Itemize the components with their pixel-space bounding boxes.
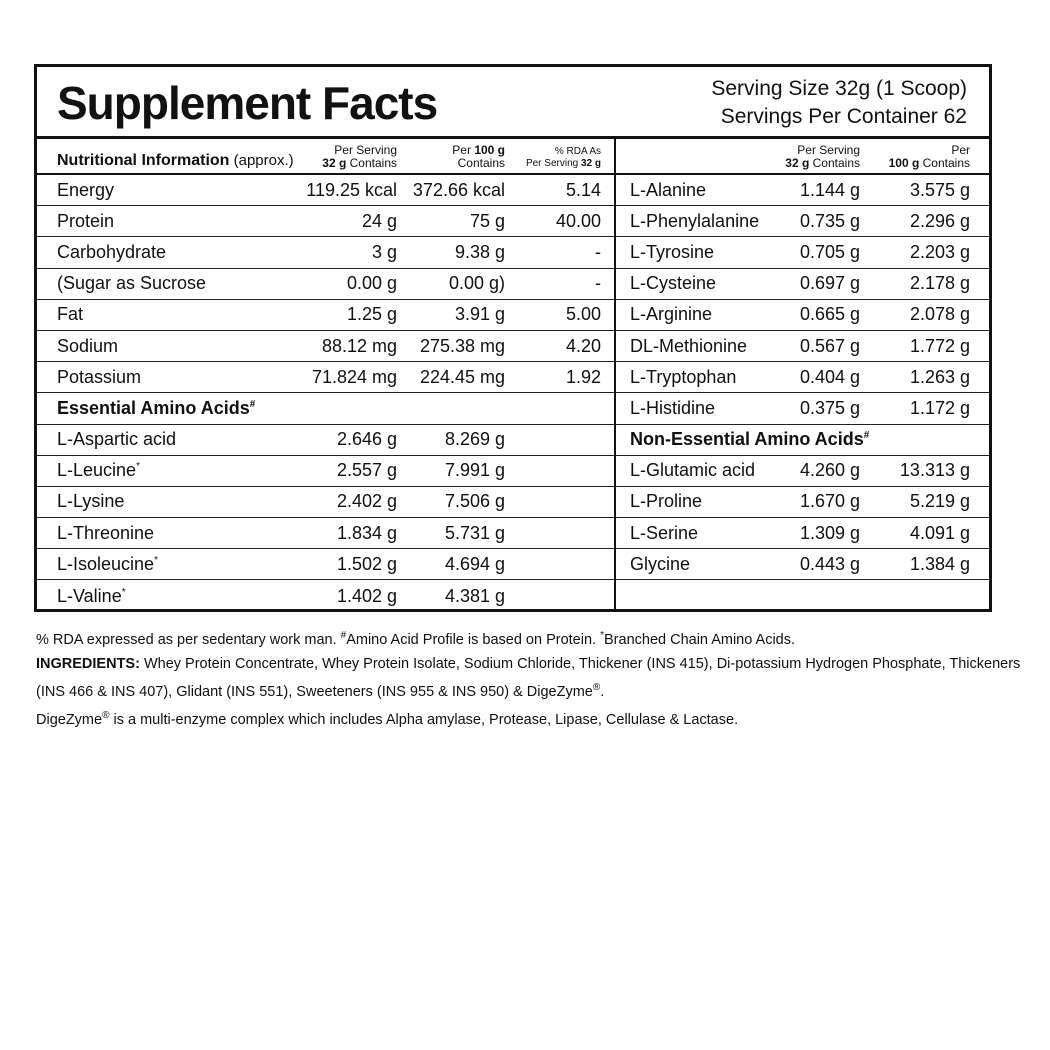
per-100g-value: 1.172 g	[909, 397, 970, 418]
per-100g-value: 3.91 g	[454, 304, 505, 325]
nutrient-name: (Sugar as Sucrose	[57, 273, 207, 294]
per-serving-value: 2.402 g	[336, 491, 397, 512]
per-100g-value: 4.694 g	[444, 553, 505, 574]
rda-value: 40.00	[555, 210, 601, 231]
per-serving-value: 1.144 g	[799, 179, 860, 200]
per-100g-value: 372.66 kcal	[412, 179, 505, 200]
rda-footnote: % RDA expressed as per sedentary work man. #Amino Acid Profile is based on Protein. *Branched Chain Amino Acids.	[36, 630, 796, 648]
nutrient-name: L-Arginine	[630, 304, 713, 325]
per-100g-value: 4.091 g	[909, 522, 970, 543]
table-row	[37, 331, 614, 362]
table-header-left	[37, 139, 614, 175]
table-row	[37, 175, 614, 206]
table-row	[37, 237, 614, 268]
per-100g-value: 7.506 g	[444, 491, 505, 512]
column-header-per-serving: Per Serving 32 g Contains	[785, 143, 860, 170]
table-row	[616, 175, 989, 206]
per-serving-value: 3 g	[371, 241, 397, 262]
nutrient-name: Fat	[57, 304, 84, 325]
table-row	[616, 362, 989, 393]
table-header-right	[616, 139, 989, 175]
per-serving-value: 0.00 g	[346, 273, 397, 294]
per-serving-value: 0.404 g	[799, 366, 860, 387]
per-100g-value: 1.263 g	[909, 366, 970, 387]
table-row	[37, 549, 614, 580]
per-100g-value: 1.384 g	[909, 553, 970, 574]
nutrient-name: L-Histidine	[630, 397, 716, 418]
per-serving-value: 1.834 g	[336, 522, 397, 543]
rda-value: 1.92	[565, 366, 601, 387]
per-100g-value: 5.731 g	[444, 522, 505, 543]
serving-info	[711, 75, 967, 131]
table-row	[616, 580, 989, 611]
per-serving-value: 24 g	[361, 210, 397, 231]
per-serving-value: 0.567 g	[799, 335, 860, 356]
per-serving-value: 0.705 g	[799, 241, 860, 262]
section-title: Essential Amino Acids#	[57, 397, 256, 418]
per-100g-value: 0.00 g)	[448, 273, 505, 294]
supplement-facts-panel	[34, 64, 992, 612]
per-serving-value: 0.375 g	[799, 397, 860, 418]
per-100g-value: 9.38 g	[454, 241, 505, 262]
footnotes	[36, 624, 1021, 731]
nutrient-name: Potassium	[57, 366, 142, 387]
servings-per-container: Servings Per Container 62	[720, 105, 967, 128]
nutrient-name: Protein	[57, 210, 115, 231]
table-row	[616, 269, 989, 300]
section-header-row	[616, 425, 989, 456]
per-100g-value: 1.772 g	[909, 335, 970, 356]
per-serving-value: 119.25 kcal	[306, 179, 397, 200]
table-row	[616, 331, 989, 362]
per-serving-value: 4.260 g	[799, 460, 860, 481]
digezyme-note: DigeZyme® is a multi-enzyme complex which includes Alpha amylase, Protease, Lipase, Cellulase & Lactase.	[36, 709, 739, 728]
table-row	[616, 518, 989, 549]
per-100g-value: 2.203 g	[909, 241, 970, 262]
per-100g-value: 2.178 g	[909, 273, 970, 294]
nutrient-name: L-Phenylalanine	[630, 210, 760, 231]
per-100g-value: 275.38 mg	[419, 335, 505, 356]
nutrient-name: L-Glutamic acid	[630, 460, 756, 481]
nutrient-name: L-Cysteine	[630, 273, 717, 294]
table-row	[616, 456, 989, 487]
column-header-rda: % RDA As Per Serving 32 g	[525, 146, 601, 169]
table-row	[37, 425, 614, 456]
rda-value: -	[595, 273, 601, 294]
nutrient-name: L-Leucine*	[57, 460, 140, 481]
section-title: Non-Essential Amino Acids#	[630, 429, 870, 450]
per-serving-value: 0.665 g	[799, 304, 860, 325]
per-100g-value: 3.575 g	[909, 179, 970, 200]
page-title: Supplement Facts	[57, 77, 438, 129]
per-100g-value: 8.269 g	[444, 429, 505, 450]
ingredients-label: INGREDIENTS:	[36, 655, 140, 672]
section-header-row	[37, 393, 614, 424]
per-serving-value: 1.670 g	[799, 491, 860, 512]
serving-size: Serving Size 32g (1 Scoop)	[711, 77, 967, 100]
table-row	[37, 300, 614, 331]
per-100g-value: 13.313 g	[899, 460, 970, 481]
nutrition-table-left	[37, 139, 614, 613]
per-serving-value: 88.12 mg	[321, 335, 397, 356]
rda-value: 4.20	[565, 335, 601, 356]
nutrient-name: Glycine	[630, 553, 691, 574]
per-serving-value: 1.309 g	[799, 522, 860, 543]
per-serving-value: 1.402 g	[336, 585, 397, 606]
rda-value: -	[595, 241, 601, 262]
nutrient-name: L-Lysine	[57, 491, 125, 512]
table-row	[37, 580, 614, 611]
nutrient-name: L-Valine*	[57, 585, 126, 606]
per-100g-value: 2.296 g	[909, 210, 970, 231]
nutrient-name: L-Alanine	[630, 179, 707, 200]
column-header-per-serving: Per Serving 32 g Contains	[322, 143, 397, 170]
per-100g-value: 75 g	[469, 210, 505, 231]
nutrient-name: L-Proline	[630, 491, 703, 512]
nutrient-name: Sodium	[57, 335, 119, 356]
per-serving-value: 71.824 mg	[311, 366, 397, 387]
table-body-left	[37, 175, 614, 612]
table-row	[37, 456, 614, 487]
nutrient-name: L-Isoleucine*	[57, 553, 158, 574]
nutrient-name: L-Tryptophan	[630, 366, 737, 387]
nutrient-name: L-Aspartic acid	[57, 429, 177, 450]
per-100g-value: 7.991 g	[444, 460, 505, 481]
table-body-right	[616, 175, 989, 612]
column-header-per-100g: Per 100 g Contains	[452, 143, 505, 170]
per-serving-value: 0.443 g	[799, 553, 860, 574]
column-header-per-100g: Per 100 g Contains	[888, 143, 970, 170]
per-serving-value: 2.646 g	[336, 429, 397, 450]
table-row	[616, 549, 989, 580]
ingredients-text-cont: (INS 466 & INS 407), Glidant (INS 551), Sweeteners (INS 955 & INS 950) & DigeZyme®.	[36, 681, 605, 700]
per-serving-value: 1.502 g	[336, 553, 397, 574]
table-row	[616, 487, 989, 518]
table-row	[37, 362, 614, 393]
nutrition-table-right	[616, 139, 989, 613]
nutrient-name: L-Tyrosine	[630, 241, 715, 262]
per-100g-value: 5.219 g	[909, 491, 970, 512]
table-row	[37, 206, 614, 237]
per-100g-value: 4.381 g	[444, 585, 505, 606]
nutrient-name: L-Serine	[630, 522, 699, 543]
table-row	[37, 518, 614, 549]
per-100g-value: 224.45 mg	[419, 366, 505, 387]
table-row	[616, 237, 989, 268]
nutrient-name: Carbohydrate	[57, 241, 167, 262]
table-row	[616, 206, 989, 237]
table-row	[37, 487, 614, 518]
per-serving-value: 1.25 g	[346, 304, 397, 325]
per-serving-value: 0.697 g	[799, 273, 860, 294]
nutrient-name: DL-Methionine	[630, 335, 748, 356]
facts-header	[37, 67, 989, 139]
nutrient-name: Energy	[57, 179, 115, 200]
per-100g-value: 2.078 g	[909, 304, 970, 325]
per-serving-value: 0.735 g	[799, 210, 860, 231]
rda-value: 5.00	[565, 304, 601, 325]
nutrient-name: L-Threonine	[57, 522, 155, 543]
column-header-name: Nutritional Information (approx.)	[57, 152, 294, 169]
table-row	[616, 300, 989, 331]
table-row	[616, 393, 989, 424]
rda-value: 5.14	[565, 179, 601, 200]
per-serving-value: 2.557 g	[336, 460, 397, 481]
table-row	[37, 269, 614, 300]
ingredients-text: INGREDIENTS: Whey Protein Concentrate, Whey Protein Isolate, Sodium Chloride, Thickener (INS 415), Di-potassium Hydrogen Phosphate, Thickeners	[36, 655, 1021, 672]
